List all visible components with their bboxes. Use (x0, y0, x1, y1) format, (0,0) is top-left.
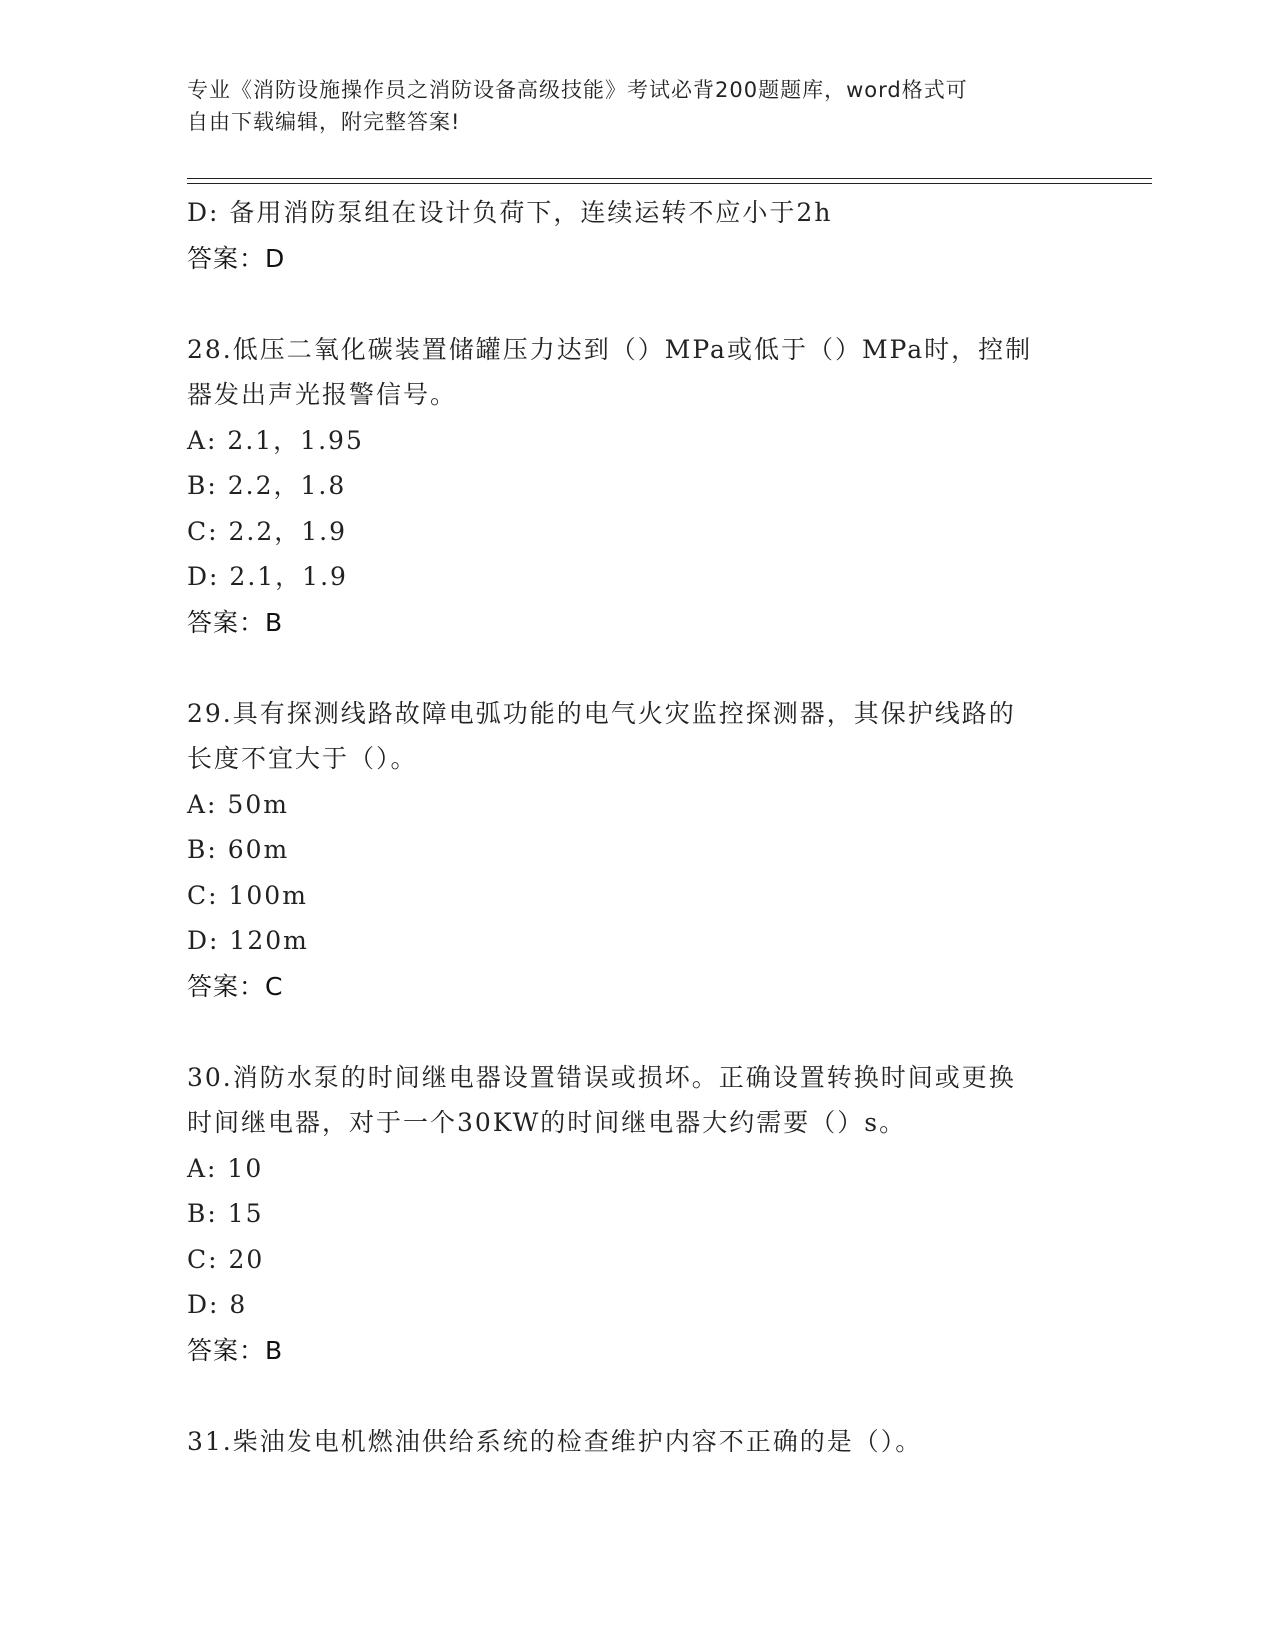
option-d: D: 8 (187, 1290, 248, 1319)
option-a: A: 2.1，1.95 (187, 425, 364, 455)
option-a: A: 50m (187, 789, 289, 819)
question-30 (187, 1055, 1087, 1374)
question-text-line-2: 长度不宜大于（）。 (187, 744, 418, 773)
header-divider-top (187, 178, 1152, 179)
option-d: D: 120m (187, 926, 309, 955)
answer-line: 答案：D (187, 243, 286, 273)
question-28 (187, 327, 1087, 646)
question-31 (187, 1419, 1087, 1465)
option-c: C: 100m (187, 880, 308, 910)
answer-line: 答案：B (187, 607, 284, 637)
question-text-line-1: 31.柴油发电机燃油供给系统的检查维护内容不正确的是（）。 (187, 1426, 923, 1456)
option-d: D: 备用消防泵组在设计负荷下，连续运转不应小于2h (187, 198, 833, 227)
header-divider-bottom (187, 183, 1152, 184)
spacer (187, 1009, 1087, 1055)
question-text-line-2: 时间继电器，对于一个30KW的时间继电器大约需要（）s。 (187, 1108, 907, 1137)
option-b: B: 60m (187, 835, 290, 864)
header-line-2: 自由下载编辑，附完整答案! (187, 110, 461, 134)
option-c: C: 2.2，1.9 (187, 516, 348, 546)
question-text-line-1: 29.具有探测线路故障电弧功能的电气火灾监控探测器，其保护线路的 (187, 698, 1016, 728)
document-header (187, 74, 1067, 138)
question-list (187, 190, 1087, 1464)
header-line-1: 专业《消防设施操作员之消防设备高级技能》考试必背200题题库，word格式可 (187, 78, 968, 102)
option-c: C: 20 (187, 1244, 265, 1274)
spacer (187, 645, 1087, 691)
spacer (187, 281, 1087, 327)
spacer (187, 1373, 1087, 1419)
option-b: B: 2.2，1.8 (187, 471, 347, 500)
question-text-line-1: 30.消防水泵的时间继电器设置错误或损坏。正确设置转换时间或更换 (187, 1062, 1016, 1092)
option-a: A: 10 (187, 1153, 264, 1183)
question-29 (187, 691, 1087, 1010)
option-d: D: 2.1，1.9 (187, 562, 348, 591)
answer-line: 答案：B (187, 1335, 284, 1365)
question-text-line-2: 器发出声光报警信号。 (187, 380, 458, 409)
question-text-line-1: 28.低压二氧化碳装置储罐压力达到（）MPa或低于（）MPa时，控制 (187, 334, 1033, 364)
option-b: B: 15 (187, 1199, 264, 1228)
prev-question-tail (187, 190, 1087, 281)
answer-line: 答案：C (187, 971, 284, 1001)
